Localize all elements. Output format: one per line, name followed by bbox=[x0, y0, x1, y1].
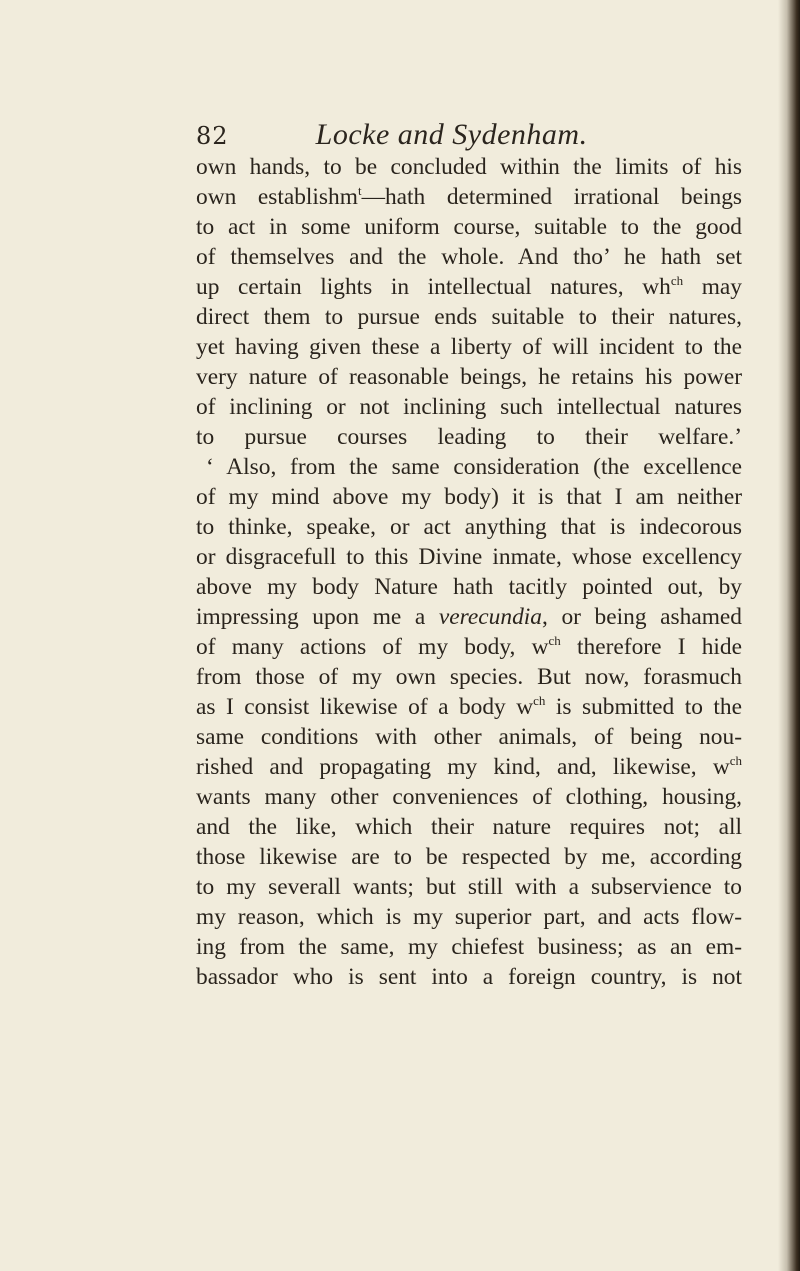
body-text bbox=[196, 152, 742, 992]
text-line: same conditions with other animals, of being nou- bbox=[196, 724, 742, 750]
italic-term: verecundia bbox=[438, 604, 542, 630]
text-line: from those of my own species. But now, forasmuch bbox=[196, 664, 742, 690]
text-line: very nature of reasonable beings, he retains his power bbox=[196, 364, 742, 390]
page-number: 82 bbox=[196, 122, 229, 150]
text-line: and the like, which their nature requires not; all bbox=[196, 814, 742, 840]
superscript-abbreviation: ch bbox=[670, 273, 684, 288]
superscript-abbreviation: t bbox=[357, 183, 362, 198]
text-line: direct them to pursue ends suitable to their natures, bbox=[196, 304, 742, 330]
text-line: ing from the same, my chiefest business; as an em- bbox=[196, 934, 742, 960]
text-line: to my severall wants; but still with a subservience to bbox=[196, 874, 742, 900]
text-line: yet having given these a liberty of will incident to the bbox=[196, 334, 742, 360]
text-line: own establishm$^t$—hath determined irrational beings bbox=[196, 183, 743, 210]
text-line: of many actions of my body, $w^{ch}$ therefore I hide bbox=[196, 633, 742, 660]
superscript-abbreviation: ch bbox=[729, 753, 742, 768]
text-line: to thinke, speake, or act anything that is indecorous bbox=[196, 514, 742, 540]
text-line: up certain lights in intellectual natures, $wh^{ch}$ may bbox=[196, 273, 742, 300]
text-line: of inclining or not inclining such intellectual natures bbox=[196, 394, 742, 420]
text-line: my reason, which is my superior part, and acts flow- bbox=[196, 904, 742, 930]
page-edge-shadow bbox=[778, 0, 800, 1271]
text-line: bassador who is sent into a foreign country, is not bbox=[196, 964, 742, 990]
text-line: ‘ Also, from the same consideration (the excellence bbox=[206, 454, 742, 480]
text-line: own hands, to be concluded within the limits of his bbox=[196, 154, 742, 180]
text-line: rished and propagating my kind, and, likewise, $w^{ch}$ bbox=[196, 753, 742, 780]
text-line: as I consist likewise of a body $w^{ch}$ is submitted to the bbox=[196, 693, 742, 720]
text-line: wants many other conveniences of clothing, housing, bbox=[196, 784, 742, 810]
running-title: Locke and Sydenham. bbox=[315, 118, 588, 151]
text-line: impressing upon me a verecundia, or being ashamed bbox=[196, 604, 742, 630]
text-line: of my mind above my body) it is that I am neither bbox=[196, 484, 742, 510]
superscript-abbreviation: ch bbox=[548, 633, 561, 648]
text-line: those likewise are to be respected by me, according bbox=[196, 844, 742, 870]
text-line: or disgracefull to this Divine inmate, whose excellency bbox=[196, 544, 742, 570]
text-line: to pursue courses leading to their welfare.’ bbox=[196, 424, 742, 450]
text-line: to act in some uniform course, suitable to the good bbox=[196, 214, 742, 240]
text-line: above my body Nature hath tacitly pointed out, by bbox=[196, 574, 742, 600]
superscript-abbreviation: ch bbox=[533, 693, 546, 708]
text-line: of themselves and the whole. And tho’ he hath set bbox=[196, 244, 742, 270]
